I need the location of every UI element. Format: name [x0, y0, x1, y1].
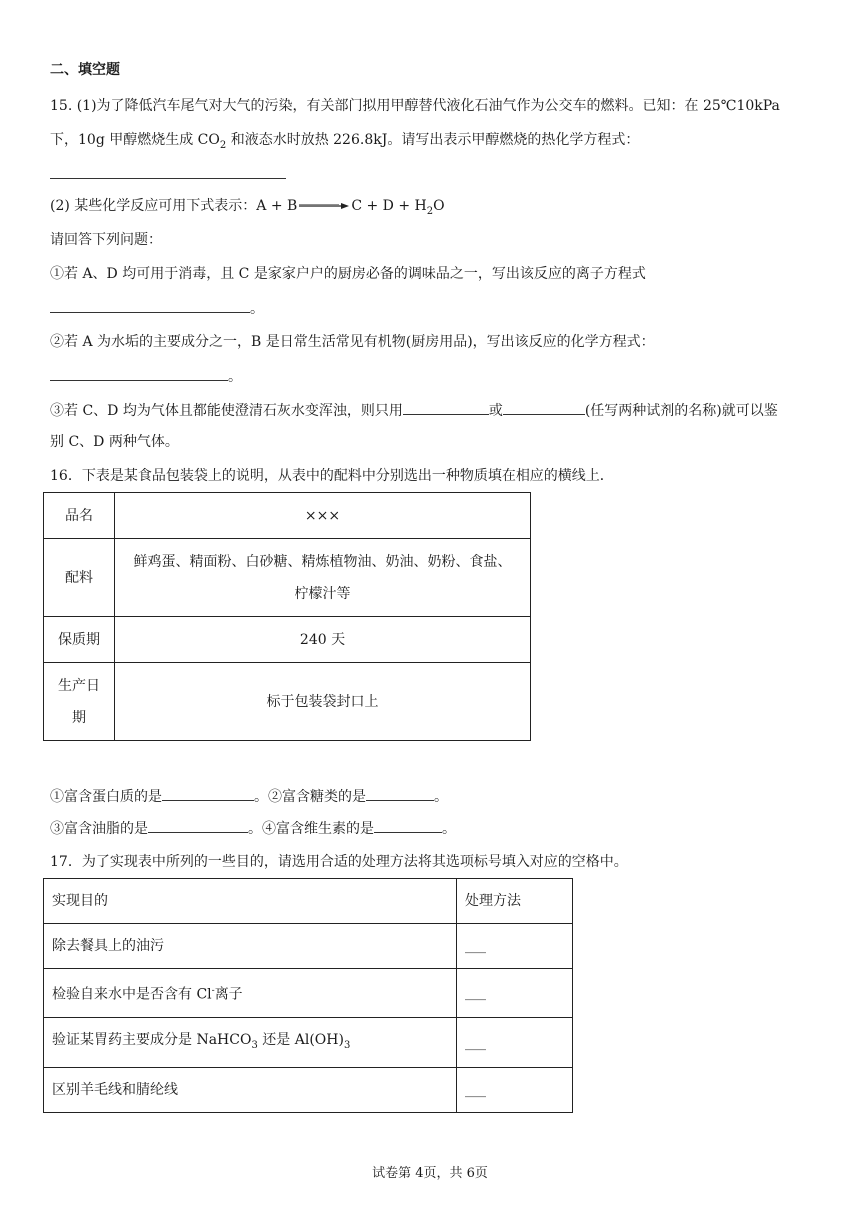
q15-text-a: 下，10g 甲醇燃烧生成 CO — [50, 132, 220, 148]
method-answer-cell[interactable]: ___ — [457, 969, 573, 1018]
q15-sub3-blank-b[interactable] — [503, 400, 585, 415]
food-label-table — [43, 492, 531, 741]
row-value — [115, 539, 531, 617]
goal-cell: 区别羊毛线和腈纶线 — [44, 1068, 457, 1113]
q15-sub3-text-a: ③若 C、D 均为气体且都能使澄清石灰水变浑浊，则只用 — [50, 403, 403, 419]
subscript: 3 — [343, 1039, 351, 1051]
row-label — [44, 663, 115, 741]
table-row — [44, 493, 531, 539]
q15-ask: 请回答下列问题： — [50, 232, 162, 248]
table-row — [44, 617, 531, 663]
q16-a3-blank[interactable] — [148, 818, 248, 833]
table-row — [44, 1017, 573, 1068]
q15-part2-equation — [50, 196, 445, 222]
q15-sub1: ①若 A、D 均可用于消毒，且 C 是家家户户的厨房必备的调味品之一，写出该反应的离子方程式 — [50, 266, 646, 282]
row-label: 保质期 — [44, 617, 115, 663]
row-value: 标于包装袋封口上 — [115, 663, 531, 741]
table-header-row — [44, 879, 573, 924]
ion-charge-superscript: - — [211, 986, 215, 996]
q15-sub1-end: 。 — [250, 301, 264, 317]
q15-sub3-blank-a[interactable] — [403, 400, 489, 415]
row-label: 配料 — [44, 539, 115, 617]
table-row — [44, 1068, 573, 1113]
method-answer-cell[interactable]: ___ — [457, 1017, 573, 1068]
q15-sub2-answer[interactable] — [50, 366, 242, 387]
header-goal: 实现目的 — [44, 879, 457, 924]
q15-sub2: ②若 A 为水垢的主要成分之一，B 是日常生活常见有机物(厨房用品)，写出该反应的化学方程式： — [50, 334, 655, 350]
method-answer-cell[interactable]: ___ — [457, 924, 573, 969]
goal-text-b: 还是 Al(OH) — [257, 1031, 344, 1048]
q16-a4-label: 。④富含维生素的是 — [248, 821, 374, 837]
table-row — [44, 924, 573, 969]
q15-sub3-text-b: 或 — [488, 403, 503, 419]
q15-text-b: 和液态水时放热 226.8kJ。请写出表示甲醇燃烧的热化学方程式： — [226, 132, 640, 148]
row-value: 240 天 — [115, 617, 531, 663]
header-method: 处理方法 — [457, 879, 573, 924]
q15-sub2-end: 。 — [228, 369, 242, 385]
h2o-subscript: 2 — [426, 205, 434, 217]
goal-text-a: 检验自来水中是否含有 Cl — [52, 986, 212, 1003]
table-row — [44, 663, 531, 741]
q16-answers-1 — [50, 786, 448, 807]
q15-sub1-answer[interactable] — [50, 298, 264, 319]
equation-prefix: (2) 某些化学反应可用下式表示：A + B — [50, 198, 298, 214]
row-label: 品名 — [44, 493, 115, 539]
page-footer: 试卷第 4页，共 6页 — [372, 1166, 488, 1181]
equation-end: O — [433, 198, 445, 214]
q15-sub3-line2: 别 C、D 两种气体。 — [50, 434, 179, 450]
equation-suffix: C + D + H — [351, 198, 427, 214]
row-value: ××× — [115, 493, 531, 539]
table-row — [44, 539, 531, 617]
reaction-arrow-icon — [299, 201, 349, 211]
q16-a2-end: 。 — [434, 789, 448, 805]
goal-cell — [44, 969, 457, 1018]
method-table — [43, 878, 573, 1113]
q15-sub3-text-c: (任写两种试剂的名称)就可以鉴 — [584, 403, 778, 419]
goal-cell — [44, 1017, 457, 1068]
q16-intro: 16．下表是某食品包装袋上的说明，从表中的配料中分别选出一种物质填在相应的横线上． — [50, 468, 614, 484]
q16-a4-end: 。 — [442, 821, 456, 837]
subscript: 3 — [251, 1039, 258, 1051]
label-line2: 期 — [72, 709, 86, 726]
q16-a3-label: ③富含油脂的是 — [50, 821, 148, 837]
table-row — [44, 969, 573, 1018]
q16-a4-blank[interactable] — [374, 818, 442, 833]
goal-text-a: 验证某胃药主要成分是 NaHCO — [52, 1031, 252, 1048]
label-line1: 生产日 — [58, 677, 100, 694]
q15-answer-blank-1[interactable] — [50, 164, 286, 185]
co2-subscript: 2 — [219, 139, 227, 151]
goal-cell: 除去餐具上的油污 — [44, 924, 457, 969]
q17-intro: 17．为了实现表中所列的一些目的，请选用合适的处理方法将其选项标号填入对应的空格中。 — [50, 854, 628, 870]
q15-sub3 — [50, 400, 778, 421]
goal-text-b: 离子 — [214, 986, 243, 1003]
section-title: 二、填空题 — [50, 62, 120, 78]
q16-answers-2 — [50, 818, 456, 839]
q16-a2-blank[interactable] — [366, 786, 434, 801]
q15-part1-line2 — [50, 130, 639, 156]
method-answer-cell[interactable]: ___ — [457, 1068, 573, 1113]
q16-a1-label: ①富含蛋白质的是 — [50, 789, 162, 805]
q16-a1-blank[interactable] — [162, 786, 254, 801]
q15-part1-line1: 15. (1)为了降低汽车尾气对大气的污染，有关部门拟用甲醇替代液化石油气作为公交车的燃料。已知：在 25℃10kPa — [50, 98, 780, 114]
ingredients-line1: 鲜鸡蛋、精面粉、白砂糖、精炼植物油、奶油、奶粉、食盐、 — [133, 553, 512, 570]
ingredients-line2: 柠檬汁等 — [294, 585, 351, 602]
q16-a2-label: 。②富含糖类的是 — [254, 789, 366, 805]
